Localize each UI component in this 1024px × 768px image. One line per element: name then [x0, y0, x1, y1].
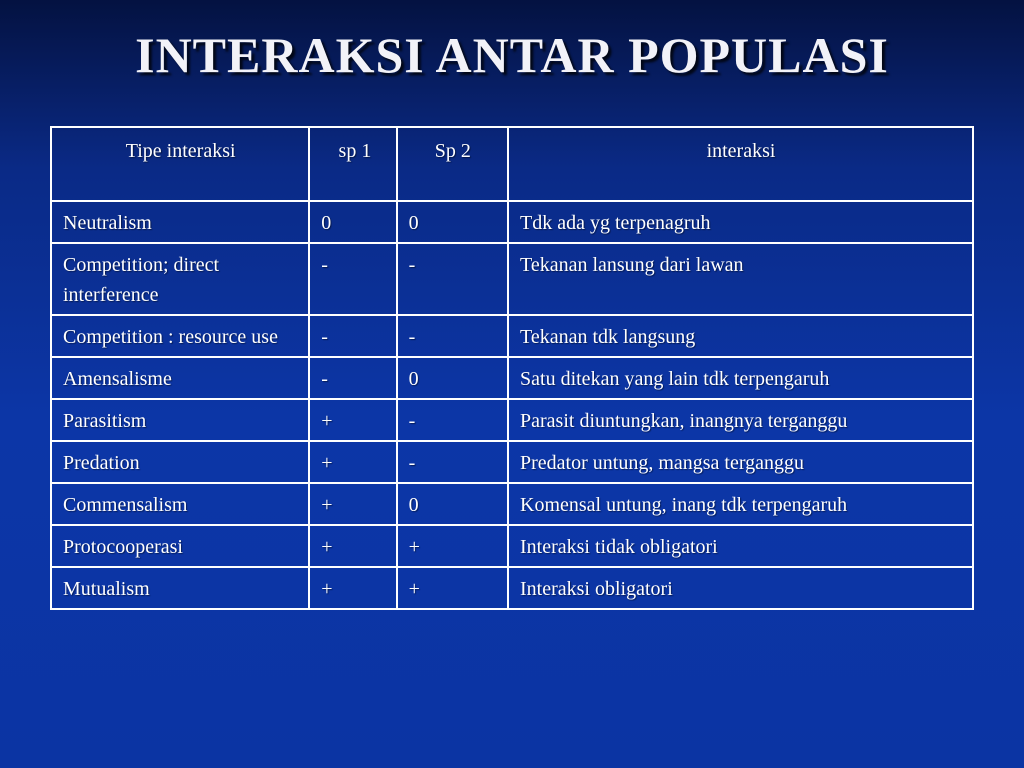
cell-sp1: + [309, 525, 396, 567]
cell-sp2: - [397, 441, 508, 483]
cell-desc: Tdk ada yg terpenagruh [508, 201, 973, 243]
table-row [51, 441, 973, 483]
cell-sp1: + [309, 483, 396, 525]
cell-desc: Interaksi tidak obligatori [508, 525, 973, 567]
cell-type: Parasitism [51, 399, 309, 441]
cell-desc: Satu ditekan yang lain tdk terpengaruh [508, 357, 973, 399]
cell-desc: Predator untung, mangsa terganggu [508, 441, 973, 483]
cell-type: Competition : resource use [51, 315, 309, 357]
cell-sp1: + [309, 567, 396, 609]
cell-sp2: 0 [397, 357, 508, 399]
cell-desc: Tekanan lansung dari lawan [508, 243, 973, 315]
cell-desc: Tekanan tdk langsung [508, 315, 973, 357]
cell-sp1: - [309, 243, 396, 315]
table-row [51, 315, 973, 357]
table-row [51, 357, 973, 399]
cell-desc: Interaksi obligatori [508, 567, 973, 609]
cell-type: Neutralism [51, 201, 309, 243]
cell-type: Predation [51, 441, 309, 483]
cell-type: Protocooperasi [51, 525, 309, 567]
cell-type: Amensalisme [51, 357, 309, 399]
table-row [51, 399, 973, 441]
table-row [51, 567, 973, 609]
cell-type: Mutualism [51, 567, 309, 609]
header-sp1: sp 1 [309, 127, 396, 201]
cell-sp2: - [397, 399, 508, 441]
cell-sp1: + [309, 441, 396, 483]
cell-sp2: + [397, 567, 508, 609]
table-row [51, 525, 973, 567]
interaction-table [50, 126, 974, 610]
cell-sp2: 0 [397, 483, 508, 525]
slide-title: INTERAKSI ANTAR POPULASI [135, 27, 889, 83]
table-row [51, 483, 973, 525]
table-header-row [51, 127, 973, 201]
cell-type: Competition; direct interference [51, 243, 309, 315]
cell-sp1: 0 [309, 201, 396, 243]
cell-sp1: + [309, 399, 396, 441]
table-row [51, 243, 973, 315]
cell-sp1: - [309, 357, 396, 399]
header-interaction: interaksi [508, 127, 973, 201]
cell-sp2: + [397, 525, 508, 567]
cell-desc: Parasit diuntungkan, inangnya terganggu [508, 399, 973, 441]
cell-sp1: - [309, 315, 396, 357]
cell-sp2: - [397, 243, 508, 315]
cell-type: Commensalism [51, 483, 309, 525]
header-sp2: Sp 2 [397, 127, 508, 201]
cell-sp2: 0 [397, 201, 508, 243]
cell-desc: Komensal untung, inang tdk terpengaruh [508, 483, 973, 525]
table-row [51, 201, 973, 243]
cell-sp2: - [397, 315, 508, 357]
header-type: Tipe interaksi [51, 127, 309, 201]
